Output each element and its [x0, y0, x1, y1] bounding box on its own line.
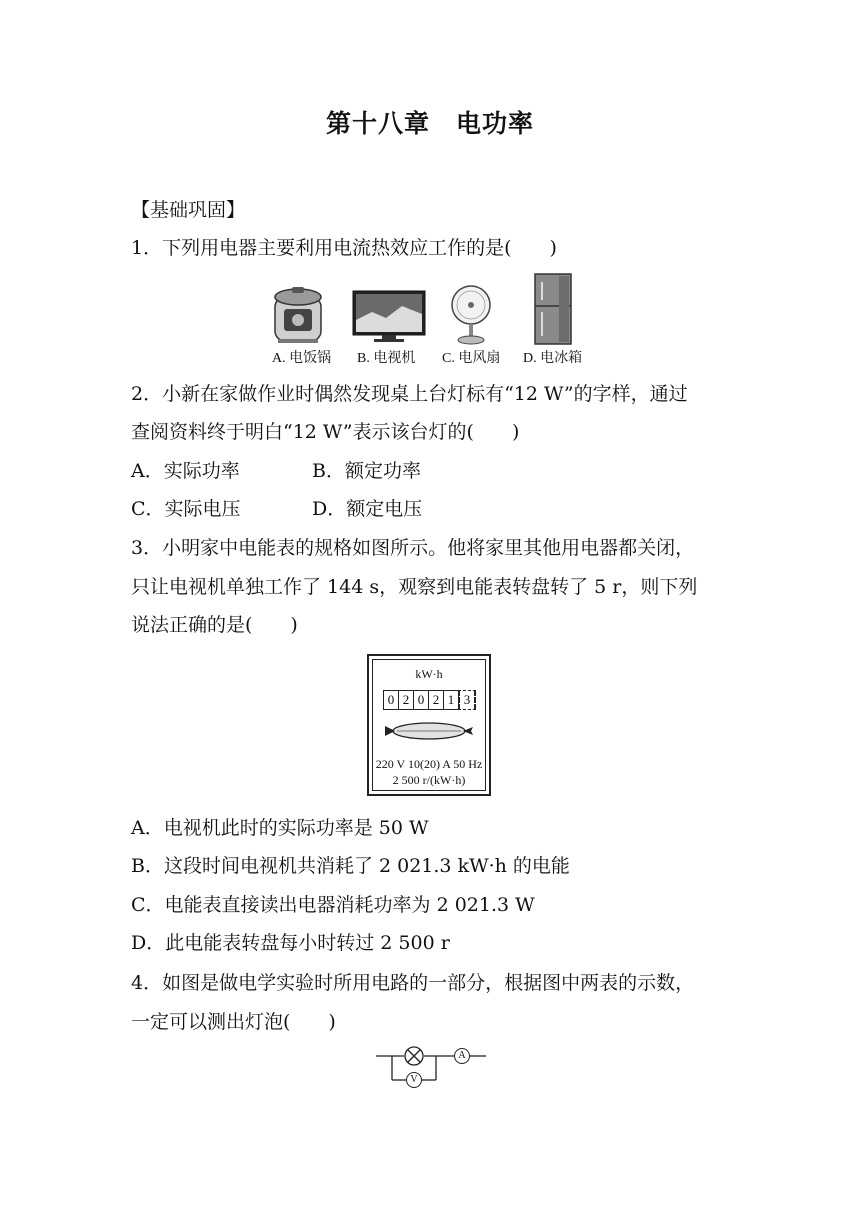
meter-digit-decimal: 3: [458, 690, 476, 710]
caption-c: C. 电风扇: [442, 351, 501, 366]
question-2-option-a: A．实际功率: [131, 460, 240, 482]
question-3-line2: 只让电视机单独工作了 144 s，观察到电能表转盘转了 5 r，则下列: [131, 576, 698, 598]
meter-digit: 1: [443, 690, 459, 710]
question-2-option-d: D．额定电压: [312, 498, 423, 520]
question-2-line2: 查阅资料终于明白“12 W”表示该台灯的( ): [131, 421, 520, 443]
meter-spec-revolutions: 2 500 r/(kW·h): [392, 773, 466, 787]
lamp-icon: [404, 1046, 424, 1066]
question-2-option-b: B．额定功率: [312, 460, 421, 482]
meter-spec-voltage: 220 V 10(20) A 50 Hz: [375, 757, 483, 771]
section-label: 【基础巩固】: [131, 199, 246, 221]
ammeter-icon: A: [454, 1048, 470, 1064]
question-3-option-a: A．电视机此时的实际功率是 50 W: [131, 817, 429, 839]
rice-cooker-image: [272, 285, 324, 345]
television-image: [352, 290, 426, 344]
meter-digit: 0: [413, 690, 429, 710]
refrigerator-image: [531, 272, 575, 346]
meter-digit: 2: [428, 690, 444, 710]
question-2-line1: 2．小新在家做作业时偶然发现桌上台灯标有“12 W”的字样，通过: [131, 383, 688, 405]
meter-disc-icon: [383, 718, 475, 744]
question-3-option-c: C．电能表直接读出电器消耗功率为 2 021.3 W: [131, 894, 535, 916]
meter-digit: 0: [383, 690, 399, 710]
question-3-option-d: D．此电能表转盘每小时转过 2 500 r: [131, 932, 450, 954]
question-1-text: 1．下列用电器主要利用电流热效应工作的是( ): [131, 237, 557, 259]
caption-b: B. 电视机: [357, 351, 416, 366]
electric-fan-image: [447, 285, 495, 345]
meter-unit: kW·h: [415, 667, 443, 681]
question-3-line1: 3．小明家中电能表的规格如图所示。他将家里其他用电器都关闭，: [131, 537, 695, 559]
caption-a: A. 电饭锅: [272, 351, 332, 366]
question-3-line3: 说法正确的是( ): [131, 614, 298, 636]
question-4-line1: 4．如图是做电学实验时所用电路的一部分，根据图中两表的示数，: [131, 972, 695, 994]
meter-digit: 2: [398, 690, 414, 710]
circuit-diagram: [376, 1044, 486, 1090]
question-3-option-b: B．这段时间电视机共消耗了 2 021.3 kW·h 的电能: [131, 855, 570, 877]
circuit-wires: [376, 1044, 486, 1090]
question-2-option-c: C．实际电压: [131, 498, 241, 520]
electric-meter: [367, 654, 491, 796]
caption-d: D. 电冰箱: [523, 351, 583, 366]
voltmeter-icon: V: [406, 1072, 422, 1088]
question-4-line2: 一定可以测出灯泡( ): [131, 1011, 336, 1033]
page-title: 第十八章 电功率: [325, 109, 534, 138]
